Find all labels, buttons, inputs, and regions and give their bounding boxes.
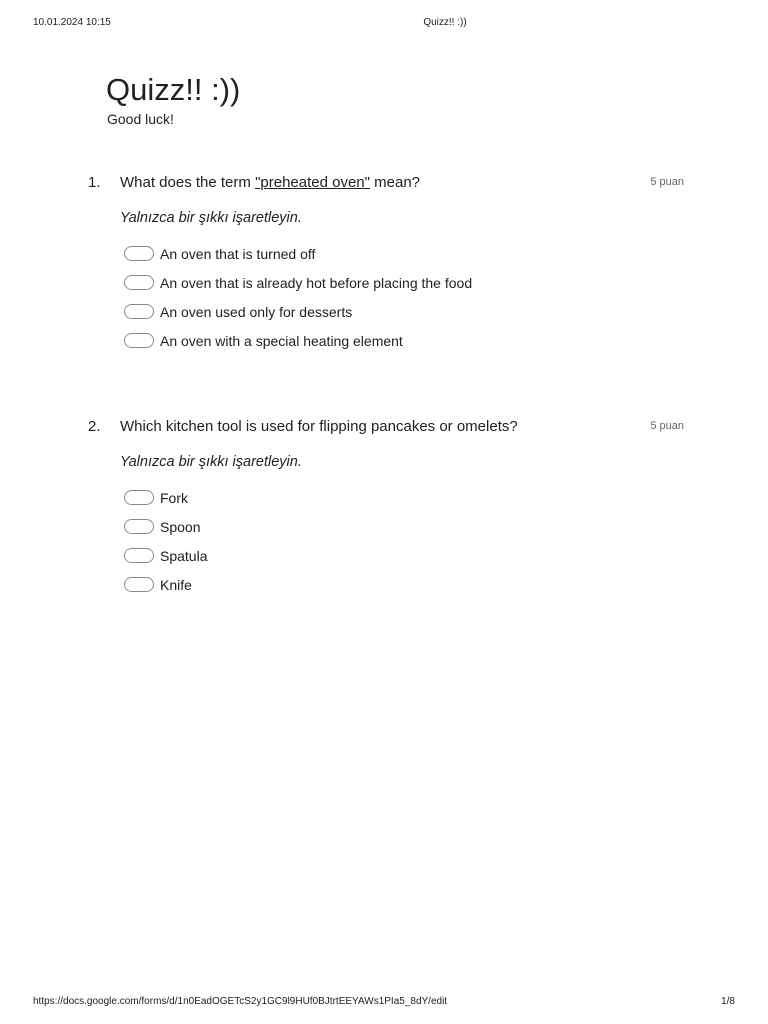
- option-label: Fork: [160, 490, 188, 506]
- print-url: https://docs.google.com/forms/d/1n0EadOGETcS2y1GC9l9HUf0BJtrtEEYAWs1PIa5_8dY/edit: [33, 996, 448, 1007]
- radio-button[interactable]: [124, 246, 154, 261]
- question-text: [120, 173, 420, 193]
- form-description: Good luck!: [107, 111, 174, 127]
- question-number: 1.: [88, 174, 101, 191]
- radio-button[interactable]: [124, 333, 154, 348]
- question-term-underlined: "preheated oven": [255, 174, 370, 191]
- radio-button[interactable]: [124, 548, 154, 563]
- question-points: 5 puan: [650, 176, 684, 188]
- radio-button[interactable]: [124, 577, 154, 592]
- option-label: An oven with a special heating element: [160, 333, 403, 349]
- option-label: Spoon: [160, 519, 201, 535]
- question-points: 5 puan: [650, 420, 684, 432]
- form-title: Quizz!! :)): [106, 72, 241, 107]
- option-label: Knife: [160, 577, 192, 593]
- page-number: 1/8: [721, 996, 735, 1007]
- question-text: Which kitchen tool is used for flipping pancakes or omelets?: [120, 418, 518, 435]
- option-label: An oven that is turned off: [160, 246, 316, 262]
- question-instruction: Yalnızca bir şıkkı işaretleyin.: [120, 210, 302, 226]
- question-number: 2.: [88, 418, 101, 435]
- radio-button[interactable]: [124, 490, 154, 505]
- radio-button[interactable]: [124, 304, 154, 319]
- radio-button[interactable]: [124, 519, 154, 534]
- radio-button[interactable]: [124, 275, 154, 290]
- print-datetime: 10.01.2024 10:15: [33, 17, 111, 28]
- question-instruction: Yalnızca bir şıkkı işaretleyin.: [120, 454, 302, 470]
- print-doc-title: Quizz!! :)): [423, 17, 467, 28]
- question-text-part: mean?: [369, 174, 421, 191]
- option-label: An oven that is already hot before placing the food: [160, 275, 473, 291]
- option-label: An oven used only for desserts: [160, 304, 353, 320]
- question-text-part: What does the term: [120, 174, 256, 191]
- option-label: Spatula: [160, 548, 208, 564]
